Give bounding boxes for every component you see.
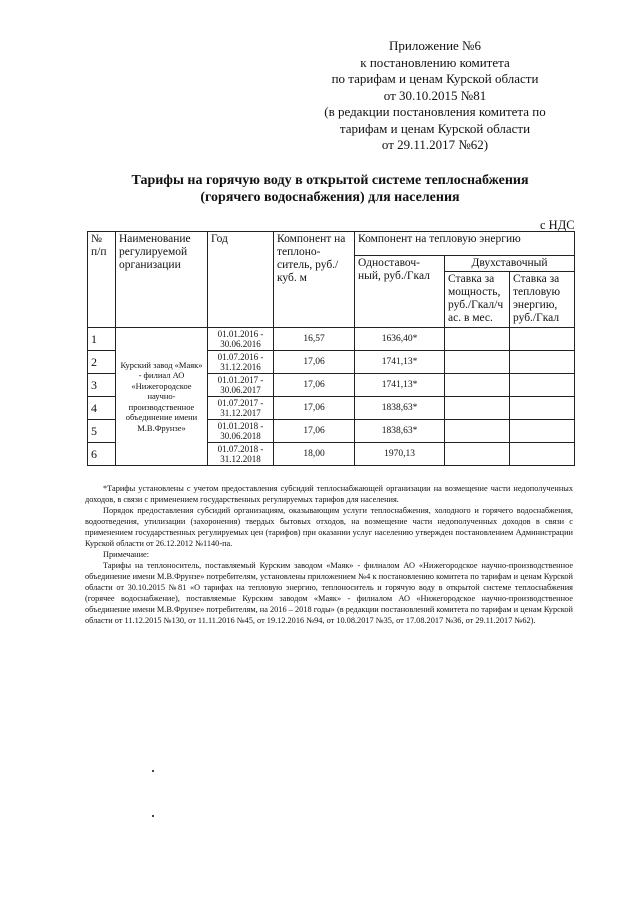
row-num: 6 [88, 443, 116, 466]
vat-note: с НДС [540, 218, 575, 232]
row-num: 4 [88, 397, 116, 420]
remark-text: Тарифы на теплоноситель, поставляемый Курским заводом «Маяк» - филиалом АО «Нижегородское научно-производственное объединение имени М.В.Фрунзе» потребителям, установлены приложением №4 к постановлению комитета по тарифам и ценам Курской области от 30.10.2015 №81 «О тарифах на тепловую энергию, теплоноситель и горячую воду в открытой системе теплоснабжения (горячее водоснабжение), поставляемые Курским заводом «Маяк» - филиалом АО «Нижегородское научно-производственное объединение имени М.В.Фрунзе» потребителям, на 2016 – 2018 годы» (в редакции постановлений комитета по тарифам и ценам Курской области от 11.12.2015 №130, от 11.11.2016 №45, от 19.12.2016 №94, от 10.08.2017 №35, от 17.08.2017 №36, от 29.11.2017 №62). [85, 561, 573, 625]
appendix-line: Приложение №6 [389, 38, 481, 53]
row-carrier: 17,06 [274, 351, 355, 374]
row-single-rate: 1838,63* [355, 397, 445, 420]
row-capacity-rate [445, 443, 510, 466]
row-carrier: 17,06 [274, 397, 355, 420]
title-line-1: Тарифы на горячую воду в открытой системе теплоснабжения [131, 173, 529, 188]
row-period: 01.01.2016 - 30.06.2016 [208, 328, 274, 351]
row-period: 01.07.2017 - 31.12.2017 [208, 397, 274, 420]
row-single-rate: 1741,13* [355, 351, 445, 374]
scan-speck [152, 770, 154, 772]
row-carrier: 17,06 [274, 420, 355, 443]
header-organization: Наименование регулируемой организации [116, 232, 208, 328]
row-capacity-rate [445, 397, 510, 420]
scan-speck [152, 815, 154, 817]
row-energy-rate [510, 374, 575, 397]
appendix-header [300, 38, 570, 154]
header-energy: Компонент на тепловую энергию [355, 232, 575, 256]
row-period: 01.01.2018 - 30.06.2018 [208, 420, 274, 443]
notes-section [85, 483, 573, 626]
remark-label: Примечание: [103, 550, 150, 559]
row-energy-rate [510, 328, 575, 351]
appendix-line: к постановлению комитета [360, 54, 510, 70]
row-energy-rate [510, 443, 575, 466]
row-capacity-rate [445, 374, 510, 397]
row-capacity-rate [445, 328, 510, 351]
header-carrier: Компонент на теплоно-ситель, руб./куб. м [274, 232, 355, 328]
row-num: 1 [88, 328, 116, 351]
appendix-line: (в редакции постановления комитета по [324, 104, 546, 119]
row-num: 5 [88, 420, 116, 443]
row-single-rate: 1741,13* [355, 374, 445, 397]
title-line-2: (горячего водоснабжения) для населения [200, 190, 460, 205]
row-carrier: 17,06 [274, 374, 355, 397]
row-single-rate: 1970,13 [355, 443, 445, 466]
appendix-line: от 29.11.2017 №62) [381, 137, 489, 152]
header-num: № п/п [88, 232, 116, 328]
footnote: *Тарифы установлены с учетом предоставления субсидий теплоснабжающей организации на возмещение части недополученных доходов, в связи с применением государственных регулируемых тарифов для населения. [85, 484, 573, 504]
header-year: Год [208, 232, 274, 328]
organization-name: Курский завод «Маяк» - филиал АО «Нижегородское научно-производственное объединение имени М.В.Фрунзе» [116, 328, 208, 466]
tariff-table [87, 231, 575, 466]
row-num: 2 [88, 351, 116, 374]
row-capacity-rate [445, 351, 510, 374]
appendix-line: от 30.10.2015 №81 [383, 87, 487, 103]
header-two-rate: Двухставочный [445, 256, 575, 272]
header-capacity-rate: Ставка за мощность, руб./Гкал/ч ас. в мес. [445, 272, 510, 328]
row-single-rate: 1838,63* [355, 420, 445, 443]
row-energy-rate [510, 351, 575, 374]
row-period: 01.07.2016 - 31.12.2016 [208, 351, 274, 374]
appendix-line: тарифам и ценам Курской области [339, 120, 531, 136]
row-single-rate: 1636,40* [355, 328, 445, 351]
header-energy-rate: Ставка за тепловую энергию, руб./Гкал [510, 272, 575, 328]
row-carrier: 16,57 [274, 328, 355, 351]
row-period: 01.01.2017 - 30.06.2017 [208, 374, 274, 397]
row-period: 01.07.2018 - 31.12.2018 [208, 443, 274, 466]
row-carrier: 18,00 [274, 443, 355, 466]
document-title [90, 172, 570, 206]
row-num: 3 [88, 374, 116, 397]
row-capacity-rate [445, 420, 510, 443]
appendix-line: по тарифам и ценам Курской области [331, 71, 539, 86]
row-energy-rate [510, 420, 575, 443]
procedure-paragraph: Порядок предоставления субсидий организациям, оказывающим услуги теплоснабжения, холодного и горячего водоснабжения, водоотведения, утилизации (захоронения) твердых бытовых отходов, на возмещение части недополученных доходов в связи с применением государственных регулируемых цен (тарифов) при оказании услуг населению утвержден постановлением Администрации Курской области от 26.12.2012 №1140-па. [85, 506, 573, 548]
header-single-rate: Одноставоч-ный, руб./Гкал [355, 256, 445, 328]
row-energy-rate [510, 397, 575, 420]
